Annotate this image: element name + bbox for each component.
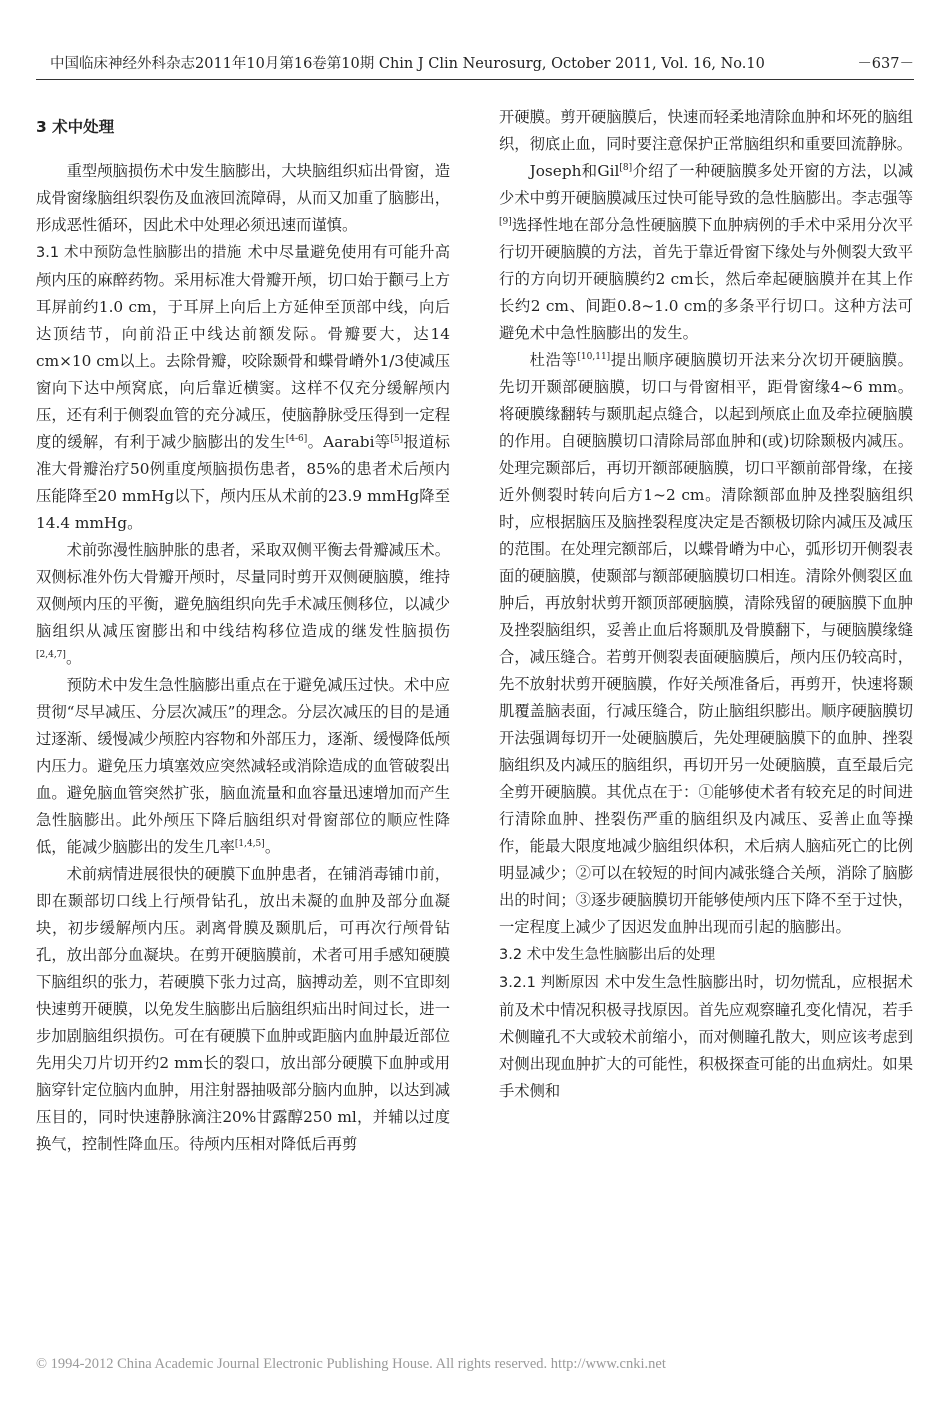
citation: [4-6] (285, 433, 308, 444)
paragraph: 术前病情进展很快的硬膜下血肿患者，在铺消毒铺巾前，即在颞部切口线上行颅骨钻孔，放出未凝的血肿及部分血凝块，初步缓解颅内压。剥离骨膜及颞肌后，可再次行颅骨钻孔，放出部分血凝块。在剪开硬脑膜前，术者可用手感知硬膜下脑组织的张力，若硬膜下张力过高，脑搏动差，则不宜即刻快速剪开硬膜，以免发生脑膨出后脑组织疝出时间过长，进一步加剧脑组织损伤。可在有硬膜下血肿或距脑内血肿最近部位先用尖刀片切开约2 mm长的裂口，放出部分硬膜下血肿或用脑穿针定位脑内血肿，用注射器抽吸部分脑内血肿，以达到减压目的，同时快速静脉滴注20%甘露醇250 ml，并辅以过度换气，控制性降血压。待颅内压相对降低后再剪 (36, 865, 450, 1153)
subsection-title-text: 3.2 术中发生急性脑膨出后的处理 (499, 947, 716, 963)
header-rule (36, 79, 914, 80)
page-number: －637－ (857, 56, 914, 72)
copyright-footer: © 1994-2012 China Academic Journal Electronic Publishing House. All rights reserved. http://www.cnki.net (36, 1356, 666, 1372)
paragraph (36, 672, 450, 861)
citation: [5] (390, 433, 404, 444)
paragraph-text: 。 (65, 649, 82, 667)
paragraph-text: 介绍了一种硬脑膜多处开窗的方法，以减少术中剪开硬脑膜减压过快可能导致的急性脑膨出。李志强等 (499, 162, 913, 207)
citation: [10,11] (577, 351, 611, 362)
citation: [1,4,5] (234, 838, 265, 849)
section-title: 3 术中处理 (36, 118, 115, 136)
paragraph-text: 预防术中发生急性脑膨出重点在于避免减压过快。术中应贯彻“尽早减压、分层次减压”的理念。分层次减压的目的是通过逐渐、缓慢减少颅腔内容物和外部压力，逐渐、缓慢降低颅内压力。避免压力填塞效应突然减轻或消除造成的血管破裂出血。避免脑血管突然扩张，脑血流量和血容量迅速增加而产生急性脑膨出。此外颅压下降后脑组织对骨窗部位的顺应性降低，能减少脑膨出的发生几率 (36, 676, 450, 856)
left-column (36, 104, 450, 1350)
paragraph (36, 239, 450, 537)
subsection-title (499, 941, 913, 969)
paragraph (499, 158, 913, 347)
paragraph-text: 术中发生急性脑膨出时，切勿慌乱，应根据术前及术中情况积极寻找原因。首先应观察瞳孔变化情况，若手术侧瞳孔不大或较术前缩小，而对侧瞳孔散大，则应该考虑到对侧出现血肿扩大的可能性，积极探查可能的出血病灶。如果手术侧和 (499, 973, 913, 1100)
paragraph: 重型颅脑损伤术中发生脑膨出，大块脑组织疝出骨窗，造成骨窗缘脑组织裂伤及血液回流障碍，从而又加重了脑膨出，形成恶性循环，因此术中处理必须迅速而谨慎。 (36, 162, 450, 234)
right-column (499, 104, 913, 1350)
running-header (36, 52, 914, 78)
paragraph-text: 报道标准大骨瓣治疗50例重度颅脑损伤患者，85%的患者术后颅内压能降至20 mmHg以下，颅内压从术前的23.9 mmHg降至14.4 mmHg。 (36, 433, 450, 532)
citation: [2,4,7] (36, 649, 66, 660)
citation: [9] (499, 216, 512, 227)
paragraph (499, 347, 913, 941)
paragraph: 开硬膜。剪开硬脑膜后，快速而轻柔地清除血肿和坏死的脑组织，彻底止血，同时要注意保护正常脑组织和重要回流静脉。 (499, 108, 913, 153)
paragraph-text: 术中尽量避免使用有可能升高颅内压的麻醉药物。采用标准大骨瓣开颅，切口始于颧弓上方耳屏前约1.0 cm，于耳屏上向后上方延伸至顶部中线，向后达顶结节，向前沿正中线达前额发际。骨瓣要大，达14 cm×10 cm以上。去除骨瓣，咬除颞骨和蝶骨嵴外1/3使减压窗向下达中颅窝底，向后靠近横窦。这样不仅充分缓解颅内压，还有利于侧裂血管的充分减压，使脑静脉受压得到一定程度的缓解，有利于减少脑膨出的发生 (36, 243, 450, 451)
paragraph-text: 提出顺序硬脑膜切开法来分次切开硬脑膜。先切开颞部硬脑膜，切口与骨窗相平，距骨窗缘4~6 mm。将硬膜缘翻转与颞肌起点缝合，以起到颅底止血及牵拉硬脑膜的作用。自硬脑膜切口清除局部血肿和(或)切除颞极内减压。处理完颞部后，再切开额部硬脑膜，切口平额前部骨缘，在接近外侧裂时转向后方1~2 cm。清除额部血肿及挫裂脑组织时，应根据脑压及脑挫裂程度决定是否额极切除内减压及减压的范围。在处理完额部后，以蝶骨嵴为中心，弧形切开侧裂表面的硬脑膜，使颞部与额部硬脑膜切口相连。清除外侧裂区血肿后，再放射状剪开额顶部硬脑膜，清除残留的硬脑膜下血肿及挫裂脑组织，妥善止血后将颞肌及骨膜翻下，与硬脑膜缘缝合，减压缝合。若剪开侧裂表面硬脑膜后，颅内压仍较高时，先不放射状剪开硬脑膜，作好关颅准备后，再剪开，快速将颞肌覆盖脑表面，行减压缝合，防止脑组织膨出。顺序硬脑膜切开法强调每切开一处硬脑膜后，先处理硬脑膜下的血肿、挫裂脑组织及内减压的脑组织，再切开另一处硬脑膜，直至最后完全剪开硬脑膜。其优点在于：①能够使术者有较充足的时间进行清除血肿、挫裂伤严重的脑组织及内减压、妥善止血等操作，能最大限度地减少脑组织体积，术后病人脑疝死亡的比例明显减少；②可以在较短的时间内减张缝合关颅，消除了脑膨出的时间；③逐步硬脑膜切开能够使颅内压下降不至于过快，一定程度上减少了因迟发血肿出现而引起的脑膨出。 (499, 351, 913, 936)
paragraph-text: 术前弥漫性脑肿胀的患者，采取双侧平衡去骨瓣减压术。双侧标准外伤大骨瓣开颅时，尽量同时剪开双侧硬脑膜，维持双侧颅内压的平衡，避免脑组织向先手术减压侧移位，以减少脑组织从减压窗膨出和中线结构移位造成的继发性脑损伤 (36, 541, 450, 640)
citation: [8] (619, 162, 633, 173)
subsection-title: 3.2.1 判断原因 (499, 975, 600, 991)
paragraph-text: 选择性地在部分急性硬脑膜下血肿病例的手术中采用分次平行切开硬脑膜的方法，首先于靠近骨窗下缘处与外侧裂大致平行的方向切开硬脑膜约2 cm长，然后牵起硬脑膜并在其上作长约2 cm、间距0.8~1.0 cm的多条平行切口。这种方法可避免术中急性脑膨出的发生。 (499, 216, 913, 342)
journal-citation: 中国临床神经外科杂志2011年10月第16卷第10期 Chin J Clin Neurosurg, October 2011, Vol. 16, No.10 (50, 56, 765, 72)
paragraph-text: 。Aarabi等 (307, 433, 391, 451)
subsection-title: 3.1 术中预防急性脑膨出的措施 (36, 245, 242, 261)
paragraph-text: Joseph和Gil (529, 162, 620, 180)
paragraph (499, 969, 913, 1105)
paragraph (36, 537, 450, 672)
paragraph-text: 杜浩等 (529, 351, 578, 369)
paragraph-text: 。 (264, 838, 281, 856)
